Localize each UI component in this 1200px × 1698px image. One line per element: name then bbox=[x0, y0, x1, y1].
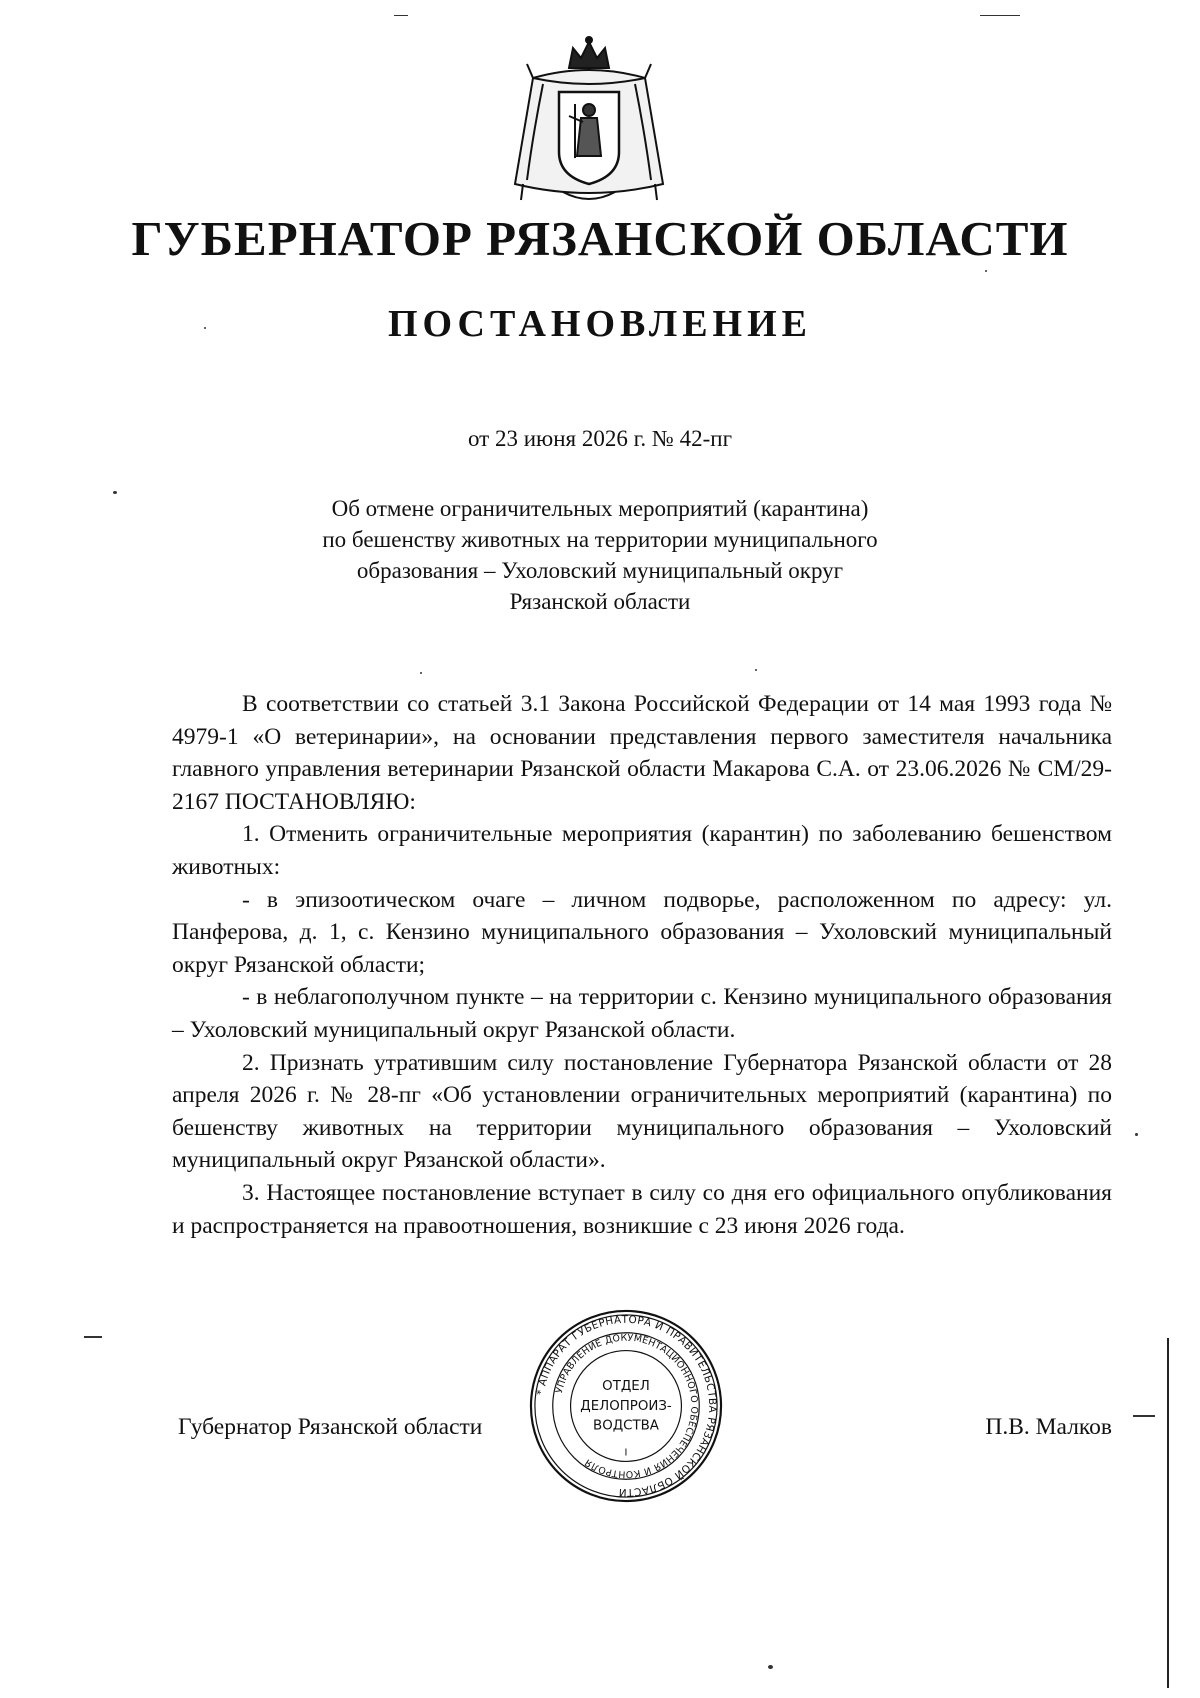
subject-line: Об отмене ограничительных мероприятий (карантина) bbox=[331, 496, 869, 521]
org-title: ГУБЕРНАТОР РЯЗАНСКОЙ ОБЛАСТИ bbox=[131, 211, 1069, 266]
stamp-center-line: ОТДЕЛ bbox=[602, 1379, 650, 1395]
scan-margin-line bbox=[1167, 1338, 1169, 1688]
subject-line: образования – Ухоловский муниципальный округ bbox=[356, 558, 844, 583]
scan-speck bbox=[985, 270, 987, 272]
ryazan-coat-of-arms-icon bbox=[503, 34, 675, 210]
stamp-outer-text: * АППАРАТ ГУБЕРНАТОРА И ПРАВИТЕЛЬСТВА РЯЗАНСКОЙ ОБЛАСТИ bbox=[534, 1313, 719, 1499]
office-stamp bbox=[527, 1307, 725, 1505]
stamp-center-line: ВОДСТВА bbox=[593, 1418, 659, 1434]
preamble-paragraph: В соответствии со статьей 3.1 Закона Российской Федерации от 14 мая 1993 года № 4979-1 «О ветеринарии», на основании представления первого заместителя начальника главного управления ветеринарии Рязанской области Макарова С.А. от 23.06.2026 № СМ/29-2167 ПОСТАНОВЛЯЮ: bbox=[172, 691, 1112, 815]
document-date-number: от 23 июня 2026 г. № 42-пг bbox=[467, 426, 733, 451]
scan-speck bbox=[755, 669, 757, 671]
document-type: ПОСТАНОВЛЕНИЕ bbox=[387, 303, 813, 345]
scan-speck bbox=[113, 491, 117, 494]
scan-speck bbox=[204, 327, 206, 329]
scan-speck bbox=[394, 15, 408, 16]
document-body bbox=[172, 688, 1112, 1242]
scan-speck bbox=[980, 15, 1020, 16]
scan-speck bbox=[420, 672, 422, 674]
stamp-number: I bbox=[624, 1447, 628, 1459]
document-subject bbox=[240, 493, 960, 617]
stamp-inner-text: УПРАВЛЕНИЕ ДОКУМЕНТАЦИОННОГО ОБЕСПЕЧЕНИЯ И КОНТРОЛЯ bbox=[553, 1332, 700, 1480]
item-1: 1. Отменить ограничительные мероприятия (карантин) по заболеванию бешенством животных: bbox=[172, 821, 1112, 880]
scan-speck bbox=[1133, 1415, 1155, 1417]
scan-speck bbox=[1135, 1133, 1138, 1136]
item-1-subitem-b: - в неблагополучном пункте – на территории с. Кензино муниципального образования – Ухоловский муниципальный округ Рязанской области. bbox=[172, 984, 1112, 1043]
stamp-center-line: ДЕЛОПРОИЗ- bbox=[580, 1398, 672, 1414]
subject-line: Рязанской области bbox=[509, 589, 691, 614]
subject-line: по бешенству животных на территории муниципального bbox=[322, 527, 878, 552]
scan-speck bbox=[84, 1336, 102, 1338]
signatory-title: Губернатор Рязанской области bbox=[178, 1414, 483, 1440]
item-1-subitem-a: - в эпизоотическом очаге – личном подворье, расположенном по адресу: ул. Панферова, д. 1, с. Кензино муниципального образования – Ухоловский муниципальный округ Рязанской области; bbox=[172, 886, 1112, 978]
signatory-name: П.В. Малков bbox=[985, 1414, 1112, 1440]
scan-speck bbox=[768, 1665, 773, 1669]
item-2: 2. Признать утратившим силу постановление Губернатора Рязанской области от 28 апреля 2026 г. № 28-пг «Об установлении ограничительных мероприятий (карантина) по бешенству животных на территории муниципального образования – Ухоловский муниципальный округ Рязанской области». bbox=[172, 1049, 1112, 1174]
item-3: 3. Настоящее постановление вступает в силу со дня его официального опубликования и распространяется на правоотношения, возникшие с 23 июня 2026 года. bbox=[172, 1179, 1112, 1239]
